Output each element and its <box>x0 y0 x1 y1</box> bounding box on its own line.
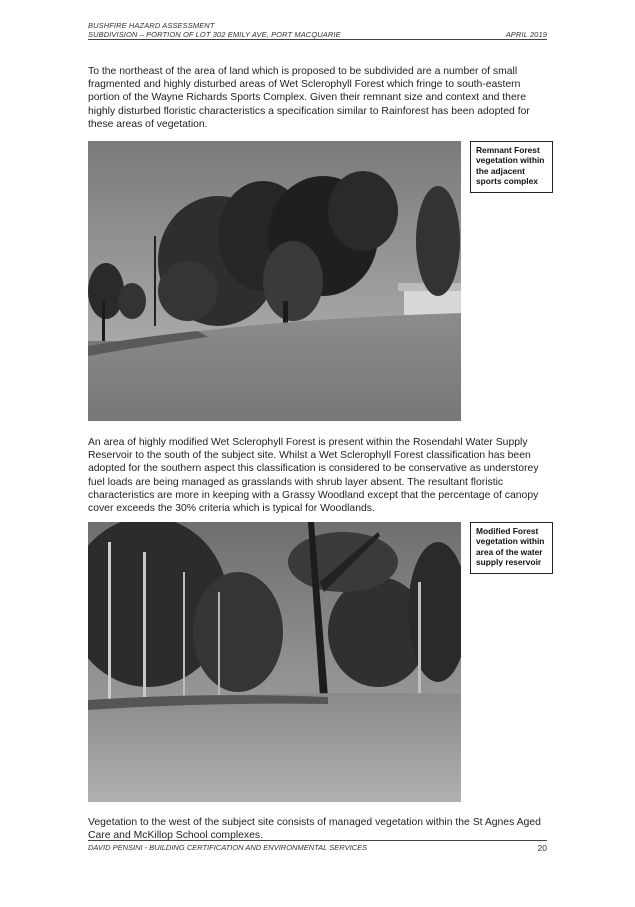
paragraph-west-vegetation: Vegetation to the west of the subject site consists of managed vegetation within the St Agnes Aged Care and McKillop School complexes. <box>88 817 541 842</box>
photo-remnant-forest <box>88 141 461 421</box>
footer-text: DAVID PENSINI - BUILDING CERTIFICATION AND ENVIRONMENTAL SERVICES <box>88 843 368 852</box>
page-number: 20 <box>537 843 547 853</box>
header-subtitle: SUBDIVISION – PORTION OF LOT 302 EMILY AVE, PORT MACQUARIE <box>88 30 341 39</box>
paragraph-remnant-forest: To the northeast of the area of land which is proposed to be subdivided are a number of small fragmented and highly disturbed areas of Wet Sclerophyll Forest which fringe to south-eastern portion of the Wayne Richards Sports Complex. Given their remnant size and context and there highly disturbed floristic characteristics a specification similar to Rainforest has been adopted for these areas of vegetation. <box>88 66 530 130</box>
header-title: BUSHFIRE HAZARD ASSESSMENT <box>88 21 215 30</box>
header-date: APRIL 2019 <box>505 30 547 39</box>
photo-modified-forest <box>88 522 461 802</box>
header-subtitle-row <box>88 30 547 39</box>
caption-remnant-forest: Remnant Forest vegetation within the adjacent sports complex <box>470 141 553 193</box>
caption-modified-forest: Modified Forest vegetation within area of the water supply reservoir <box>470 522 553 574</box>
header-rule <box>88 39 547 40</box>
paragraph-modified-forest: An area of highly modified Wet Sclerophyll Forest is present within the Rosendahl Water Supply Reservoir to the south of the subject site. Whilst a Wet Sclerophyll Forest classification has been adopted for the southern aspect this classification is considered to be conservative as understorey fuel loads are being managed as grasslands with shrub layer absent. The resultant floristic characteristics are more in keeping with a Grassy Woodland except that the percentage of canopy cover exceeds the 30% criteria which is typical for Woodlands. <box>88 437 539 515</box>
footer-rule <box>88 840 547 841</box>
footer <box>88 843 547 853</box>
